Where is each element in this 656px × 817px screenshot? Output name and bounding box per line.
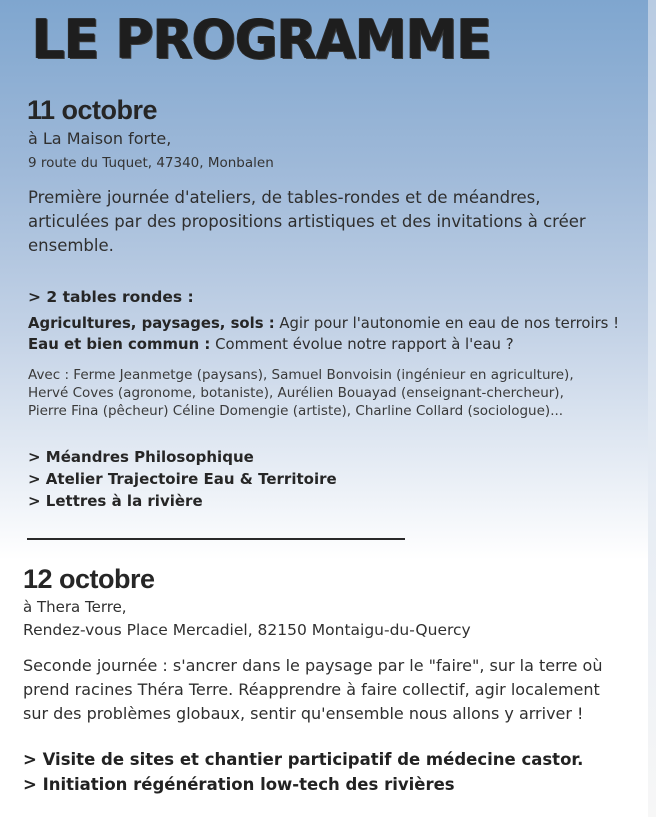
day1-address: 9 route du Tuquet, 47340, Monbalen: [28, 155, 274, 171]
round-table-1: [28, 313, 644, 332]
day1-description: [28, 186, 586, 258]
activity-item: > Méandres Philosophique: [28, 448, 254, 466]
day1-date: 11 octobre: [27, 95, 158, 125]
round-tables-heading: > 2 tables rondes :: [28, 288, 194, 306]
page-title: LE PROGRAMME: [32, 8, 492, 72]
day2-description: [23, 654, 602, 726]
round-table-1-title: Agricultures, paysages, sols :: [28, 314, 275, 332]
day1-venue: à La Maison forte,: [28, 129, 172, 148]
round-table-2: [28, 334, 534, 353]
activity-item: > Visite de sites et chantier participatif de médecine castor.: [23, 750, 584, 769]
speakers-line: Hervé Coves (agronome, botaniste), Aurélien Bouayad (enseignant-chercheur),: [28, 385, 564, 401]
day1-activities: [28, 446, 337, 512]
round-table-2-title: Eau et bien commun :: [28, 335, 211, 353]
activity-item: > Initiation régénération low-tech des rivières: [23, 775, 455, 794]
day2-description-line: prend racines Théra Terre. Réapprendre à faire collectif, agir localement: [23, 680, 600, 699]
day2-description-line: Seconde journée : s'ancrer dans le paysage par le "faire", sur la terre où: [23, 656, 603, 675]
section-divider: [27, 538, 405, 540]
round-table-2-text: Comment évolue notre rapport à l'eau ?: [210, 335, 514, 353]
speakers-list: [28, 366, 574, 420]
day2-activities: [23, 747, 583, 797]
right-edge-strip: [648, 0, 656, 817]
speakers-line: Pierre Fina (pêcheur) Céline Domengie (artiste), Charline Collard (sociologue)...: [28, 403, 564, 419]
activity-item: > Lettres à la rivière: [28, 492, 203, 510]
day2-address: Rendez-vous Place Mercadiel, 82150 Montaigu-du-Quercy: [23, 621, 471, 639]
day1-description-line: Première journée d'ateliers, de tables-rondes et de méandres,: [28, 188, 541, 207]
day2-date: 12 octobre: [23, 564, 155, 594]
activity-item: > Atelier Trajectoire Eau & Territoire: [28, 470, 337, 488]
day1-description-line: ensemble.: [28, 236, 114, 255]
speakers-line: Avec : Ferme Jeanmetge (paysans), Samuel Bonvoisin (ingénieur en agriculture),: [28, 367, 574, 383]
day2-description-line: sur des problèmes globaux, sentir qu'ensemble nous allons y arriver !: [23, 704, 584, 723]
day2-venue: à Thera Terre,: [23, 598, 127, 616]
round-table-1-text: Agir pour l'autonomie en eau de nos terroirs !: [274, 314, 620, 332]
day1-description-line: articulées par des propositions artistiques et des invitations à créer: [28, 212, 586, 231]
